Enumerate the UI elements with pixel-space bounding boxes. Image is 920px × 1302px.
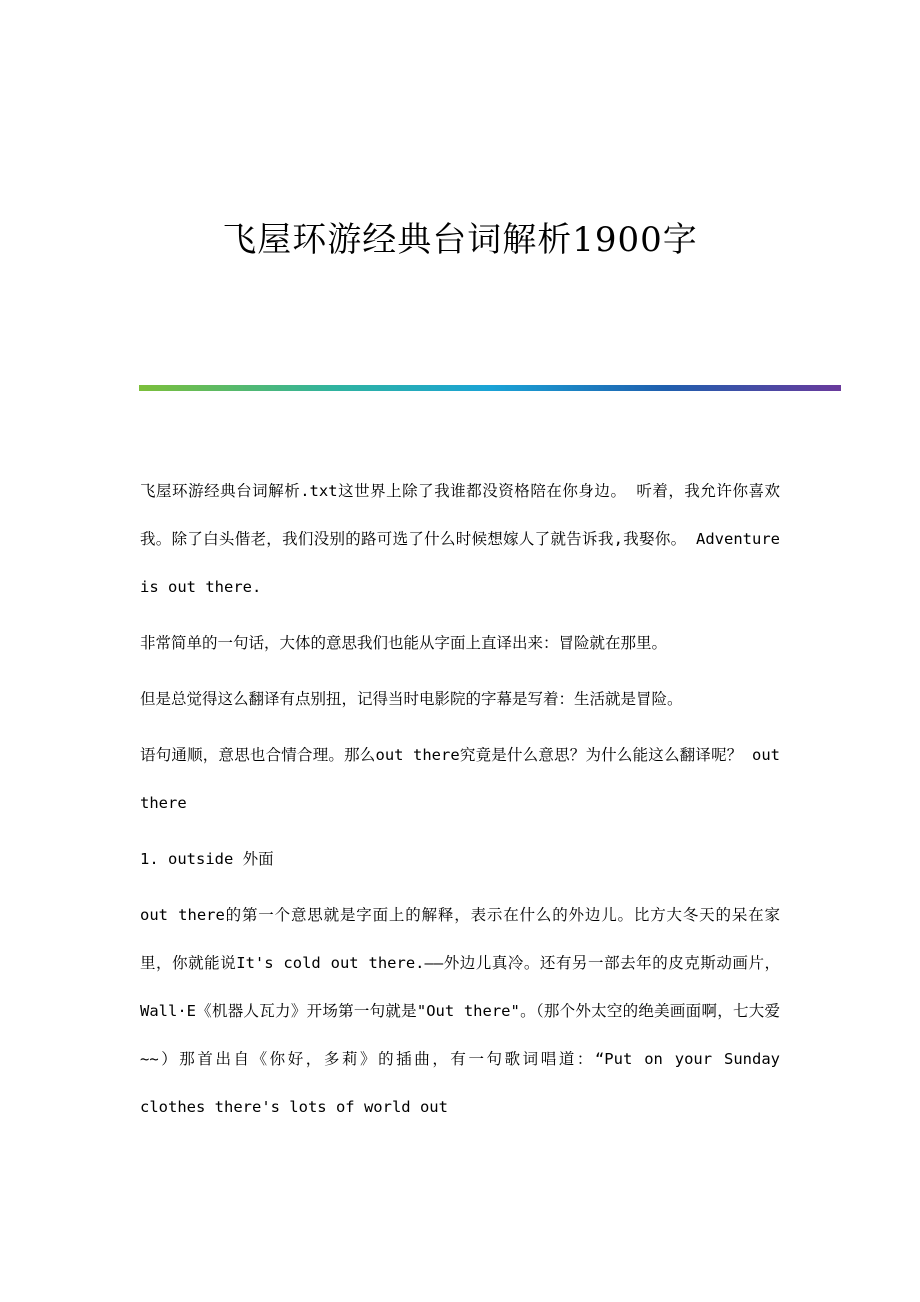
- title-divider: [139, 385, 841, 391]
- paragraph-outside-explanation: out there的第一个意思就是字面上的解释，表示在什么的外边儿。比方大冬天的呆在家里，你就能说It's cold out there.——外边儿真冷。还有另一部去年的皮克斯动画片，Wall·E《机器人瓦力》开场第一句就是"Out there"。（那个外太空的绝美画面啊，七大爱~~）那首出自《你好，多莉》的插曲，有一句歌词唱道：“Put on your Sunday clothes there's lots of world out: [140, 906, 780, 1116]
- page-title: 飞屋环游经典台词解析1900字: [222, 220, 698, 260]
- document-body: [140, 467, 780, 1139]
- paragraph-subtitle-translation: 但是总觉得这么翻译有点别扭，记得当时电影院的字幕是写着：生活就是冒险。: [140, 690, 683, 708]
- paragraph-heading-outside: 1. outside 外面: [140, 850, 274, 868]
- paragraph-intro: 飞屋环游经典台词解析.txt这世界上除了我谁都没资格陪在你身边。 听着，我允许你喜欢我。除了白头偕老，我们没别的路可选了什么时候想嫁人了就告诉我,我娶你。 Adventure is out there.: [140, 482, 780, 596]
- paragraph-literal-translation: 非常简单的一句话，大体的意思我们也能从字面上直译出来：冒险就在那里。: [140, 634, 668, 652]
- paragraph-meaning-question: 语句通顺，意思也合情合理。那么out there究竟是什么意思？为什么能这么翻译呢？ out there: [140, 746, 780, 812]
